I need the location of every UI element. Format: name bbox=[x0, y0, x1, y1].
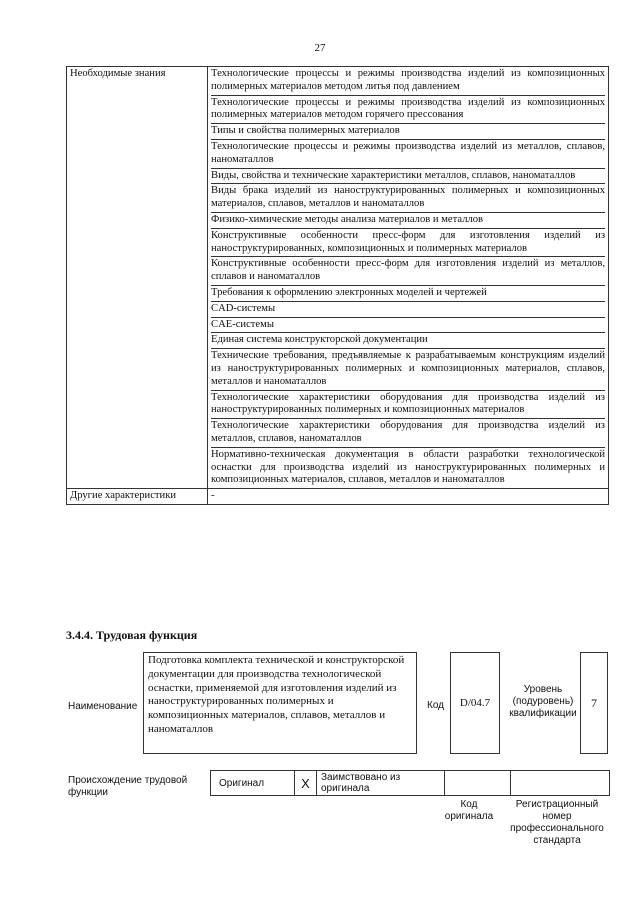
page-number: 27 bbox=[314, 42, 326, 54]
knowledge-item: Технологические процессы и режимы производства изделий из композиционных полимерных материалов методом горячего прессования bbox=[211, 96, 605, 125]
knowledge-item: CAE-системы bbox=[211, 318, 605, 334]
origin-row bbox=[210, 770, 610, 796]
knowledge-item: Нормативно-техническая документация в области разработки технологической оснастки для производства изделий из наноструктурированных полимерных и композиционных материалов, сплавов, металлов и наноматаллов bbox=[211, 448, 605, 486]
knowledge-item: Типы и свойства полимерных материалов bbox=[211, 124, 605, 140]
knowledge-list bbox=[208, 67, 609, 489]
table-row bbox=[67, 489, 609, 505]
section-heading: 3.4.4. Трудовая функция bbox=[66, 628, 198, 642]
name-label: Наименование bbox=[68, 701, 138, 712]
knowledge-item: Требования к оформлению электронных моделей и чертежей bbox=[211, 286, 605, 302]
borrowed-label: Заимствовано из оригинала bbox=[317, 771, 445, 795]
code-label: Код bbox=[427, 700, 445, 711]
knowledge-item: Виды, свойства и технические характеристики металлов, сплавов, наноматаллов bbox=[211, 169, 605, 185]
knowledge-item: Физико-химические методы анализа материалов и металлов bbox=[211, 213, 605, 229]
knowledge-item: Виды брака изделий из наноструктурированных полимерных и композиционных материалов, сплавов, металлов и наноматаллов bbox=[211, 184, 605, 213]
knowledge-item: Технологические процессы и режимы производства изделий из металлов, сплавов, наноматаллов bbox=[211, 140, 605, 169]
function-code-value: D/04.7 bbox=[450, 652, 500, 754]
code-original-caption: Код оригинала bbox=[444, 799, 494, 822]
knowledge-item: Единая система конструкторской документации bbox=[211, 333, 605, 349]
knowledge-table bbox=[66, 66, 609, 505]
knowledge-item: Технологические процессы и режимы производства изделий из композиционных полимерных материалов методом литья под давлением bbox=[211, 67, 605, 96]
origin-label: Происхождение трудовой функции bbox=[68, 775, 188, 798]
function-name-value: Подготовка комплекта технической и конструкторской документации для производства технологической оснастки, применяемой для изготовления изделий из наноструктурированных полимерных и композиционных материалов, сплавов, металлов и наноматаллов bbox=[143, 652, 417, 754]
table-row bbox=[67, 67, 609, 489]
qualification-level-label: Уровень (подуровень) квалификации bbox=[509, 684, 577, 719]
knowledge-item: Технические требования, предъявляемые к разрабатываемым конструкциям изделий из наноструктурированных полимерных и композиционных материалов, сплавов, металлов и наноматаллов bbox=[211, 349, 605, 390]
original-label: Оригинал bbox=[211, 771, 295, 795]
knowledge-item: CAD-системы bbox=[211, 302, 605, 318]
other-characteristics-label: Другие характеристики bbox=[67, 489, 208, 505]
required-knowledge-label: Необходимые знания bbox=[67, 67, 208, 489]
knowledge-item: Технологические характеристики оборудования для производства изделий из наноструктурированных полимерных и композиционных материалов bbox=[211, 391, 605, 420]
knowledge-item: Конструктивные особенности пресс-форм для изготовления изделий из металлов, сплавов и наноматаллов bbox=[211, 257, 605, 286]
knowledge-item: Технологические характеристики оборудования для производства изделий из металлов, сплавов, наноматаллов bbox=[211, 419, 605, 448]
registration-number-cell bbox=[511, 771, 609, 795]
knowledge-item: Конструктивные особенности пресс-форм для изготовления изделий из наноструктурированных, композиционных и полимерных материалов bbox=[211, 229, 605, 258]
registration-caption: Регистрационный номер профессионального стандарта bbox=[510, 799, 604, 846]
other-characteristics-value: - bbox=[208, 489, 609, 505]
original-mark: X bbox=[295, 771, 317, 795]
qualification-level-value: 7 bbox=[580, 652, 608, 754]
code-original-cell bbox=[445, 771, 511, 795]
